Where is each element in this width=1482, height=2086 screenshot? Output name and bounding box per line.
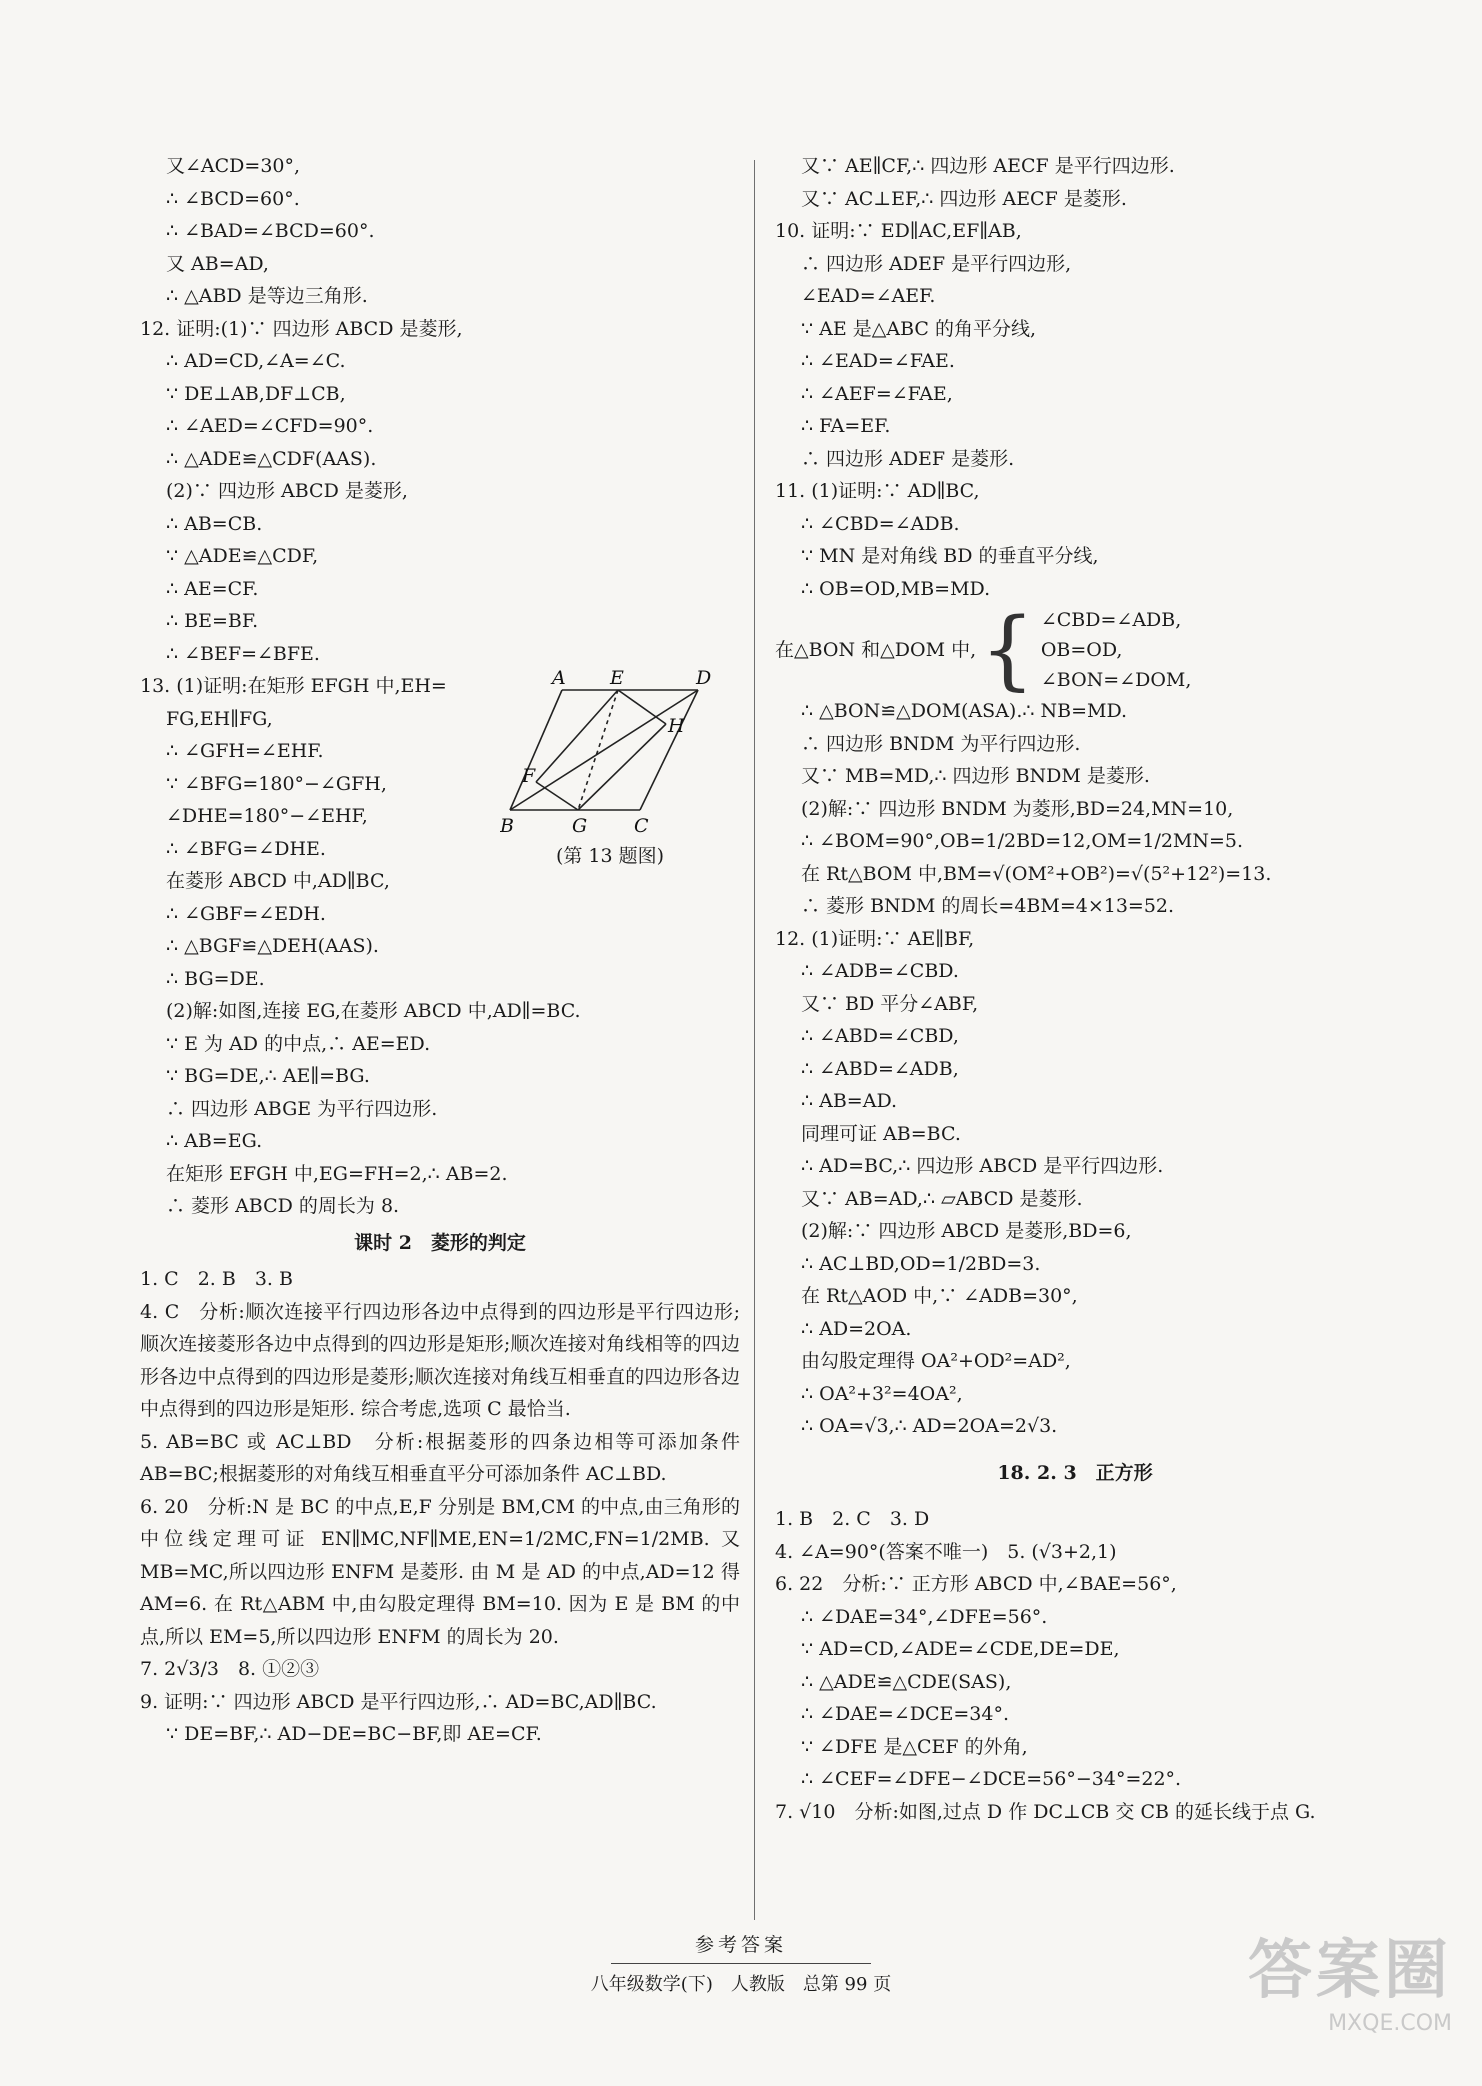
- text-line: ∴ △BON≌△DOM(ASA).∴ NB=MD.: [801, 700, 1128, 722]
- label-G: G: [572, 815, 588, 835]
- text-line: ∵ △ADE≌△CDF,: [166, 545, 319, 567]
- text-line: 又∵ AE∥CF,∴ 四边形 AECF 是平行四边形.: [801, 155, 1175, 177]
- section-title-2: 18. 2. 3 正方形: [997, 1461, 1153, 1484]
- text-line: 又∵ BD 平分∠ABF,: [801, 992, 979, 1015]
- text-line: ∴ AD=CD,∠A=∠C.: [166, 350, 346, 372]
- text-line: ∴ ∠GFH=∠EHF.: [166, 740, 324, 762]
- text-line: (2)解:如图,连接 EG,在菱形 ABCD 中,AD∥=BC.: [166, 1000, 581, 1022]
- text-line: ∴ ∠GBF=∠EDH.: [166, 902, 326, 925]
- text-line: ∴ ∠ADB=∠CBD.: [801, 960, 959, 982]
- text-line: ∴ ∠DAE=34°,∠DFE=56°.: [801, 1605, 1048, 1628]
- text-line: (2)解:∵ 四边形 BNDM 为菱形,BD=24,MN=10,: [801, 797, 1234, 820]
- brace-line: ∠BON=∠DOM,: [1040, 669, 1192, 691]
- text-line: 11. (1)证明:∵ AD∥BC,: [775, 480, 980, 502]
- text-line: 4. C 分析:顺次连接平行四边形各边中点得到的四边形是平行四边形;顺次连接菱形各边中点得到的四边形是矩形;顺次连接对角线相等的四边形各边中点得到的四边形是菱形;顺次连接对角线互相垂直的四边形各边中点得到的四边形是矩形. 综合考虑,选项 C 最恰当.: [140, 1300, 740, 1420]
- text-line: ∵ MN 是对角线 BD 的垂直平分线,: [801, 545, 1099, 567]
- left-column: [140, 150, 740, 1751]
- text-line: ∴ △ABD 是等边三角形.: [166, 285, 368, 307]
- label-E: E: [610, 670, 624, 689]
- text-line: ∴ OA²+3²=4OA²,: [801, 1382, 963, 1405]
- text-line: ∴ ∠BFG=∠DHE.: [166, 837, 326, 860]
- text-line: 5. AB=BC 或 AC⊥BD 分析:根据菱形的四条边相等可添加条件 AB=BC;根据菱形的对角线互相垂直平分可添加条件 AC⊥BD.: [140, 1430, 740, 1485]
- footer-rule: [611, 1963, 871, 1964]
- text-line: ∴ AE=CF.: [166, 577, 259, 600]
- text-line: ∴ △ADE≌△CDE(SAS),: [801, 1670, 1012, 1693]
- watermark-text: 答案圈: [1248, 1934, 1452, 2008]
- text-line: ∴ ∠BCD=60°.: [166, 187, 300, 210]
- text-line: ∵ DE=BF,∴ AD−DE=BC−BF,即 AE=CF.: [166, 1723, 542, 1745]
- text-line: ∴ ∠BOM=90°,OB=1/2BD=12,OM=1/2MN=5.: [801, 830, 1244, 852]
- text-line: ∴ AD=BC,∴ 四边形 ABCD 是平行四边形.: [801, 1155, 1164, 1177]
- text-line: ∴ 四边形 BNDM 为平行四边形.: [801, 732, 1081, 755]
- text-line: ∴ 四边形 ADEF 是平行四边形,: [801, 252, 1072, 275]
- text-line: ∴ △ADE≌△CDF(AAS).: [166, 447, 377, 470]
- brace-block: [775, 600, 1375, 700]
- text-line: ∴ ∠BEF=∠BFE.: [166, 642, 320, 665]
- text-line: 在矩形 EFGH 中,EG=FH=2,∴ AB=2.: [166, 1162, 508, 1185]
- text-line: (2)解:∵ 四边形 ABCD 是菱形,BD=6,: [801, 1220, 1132, 1242]
- figure-13: [500, 670, 720, 868]
- watermark-url: MXQE.COM: [1328, 2011, 1452, 2036]
- text-line: ∠EAD=∠AEF.: [801, 285, 936, 307]
- text-line: 又∵ AC⊥EF,∴ 四边形 AECF 是菱形.: [801, 187, 1127, 210]
- text-line: 12. 证明:(1)∵ 四边形 ABCD 是菱形,: [140, 317, 463, 340]
- brace-lines: [1041, 605, 1192, 695]
- label-C: C: [634, 815, 649, 835]
- text-line: ∴ ∠BAD=∠BCD=60°.: [166, 220, 375, 242]
- text-line: 10. 证明:∵ ED∥AC,EF∥AB,: [775, 220, 1022, 242]
- text-line: ∴ ∠CBD=∠ADB.: [801, 512, 960, 535]
- brace-line: ∠CBD=∠ADB,: [1040, 609, 1182, 631]
- footer-title: 参考答案: [694, 1934, 787, 1956]
- text-line: ∵ ∠BFG=180°−∠GFH,: [166, 772, 387, 795]
- text-line: ∴ FA=EF.: [801, 415, 891, 437]
- text-line: ∴ △BGF≌△DEH(AAS).: [166, 935, 379, 957]
- right-column: [775, 150, 1375, 1828]
- right-lines-3: [775, 1503, 1375, 1828]
- label-A: A: [552, 670, 566, 689]
- text-line: ∵ AD=CD,∠ADE=∠CDE,DE=DE,: [801, 1638, 1120, 1660]
- label-B: B: [500, 815, 514, 835]
- left-lines-2: [140, 1263, 740, 1751]
- footer-info: 八年级数学(下) 人教版 总第 99 页: [590, 1974, 892, 1995]
- text-line: 1. C 2. B 3. B: [140, 1268, 293, 1290]
- rhombus-diagram: [500, 670, 720, 835]
- text-line: ∴ 菱形 ABCD 的周长为 8.: [166, 1195, 400, 1217]
- text-line: ∠DHE=180°−∠EHF,: [166, 805, 368, 827]
- column-divider: [754, 160, 755, 1920]
- text-line: 由勾股定理得 OA²+OD²=AD²,: [801, 1350, 1071, 1372]
- text-line: ∴ 四边形 ADEF 是菱形.: [801, 447, 1015, 470]
- text-line: ∴ 四边形 ABGE 为平行四边形.: [166, 1097, 438, 1120]
- text-line: ∴ ∠AEF=∠FAE,: [801, 382, 953, 405]
- text-line: 在 Rt△BOM 中,BM=√(OM²+OB²)=√(5²+12²)=13.: [801, 862, 1272, 885]
- text-line: ∴ AB=CB.: [166, 512, 263, 535]
- text-line: ∴ OA=√3,∴ AD=2OA=2√3.: [801, 1415, 1058, 1437]
- brace-symbol: {: [980, 600, 1035, 700]
- text-line: 又 AB=AD,: [166, 252, 269, 275]
- right-lines-2: [775, 695, 1375, 1443]
- text-line: ∴ ∠AED=∠CFD=90°.: [166, 415, 374, 437]
- text-line: ∴ BG=DE.: [166, 967, 265, 990]
- text-line: 7. 2√3/3 8. ①②③: [140, 1658, 320, 1680]
- text-line: ∵ BG=DE,∴ AE∥=BG.: [166, 1065, 370, 1087]
- text-line: 同理可证 AB=BC.: [801, 1122, 961, 1145]
- text-line: FG,EH∥FG,: [166, 707, 273, 730]
- text-line: 在菱形 ABCD 中,AD∥BC,: [166, 870, 390, 892]
- text-line: 6. 22 分析:∵ 正方形 ABCD 中,∠BAE=56°,: [775, 1573, 1177, 1595]
- text-line: 6. 20 分析:N 是 BC 的中点,E,F 分别是 BM,CM 的中点,由三角形的中位线定理可证 EN∥MC,NF∥ME,EN=1/2MC,FN=1/2MB. 又 MB=MC,所以四边形 ENFM 是菱形. 由 M 是 AD 的中点,AD=12 得 AM=6. 在 Rt△ABM 中,由勾股定理得 BM=10. 因为 E 是 BM 的中点,所以 EM=5,所以四边形 ENFM 的周长为 20.: [140, 1495, 740, 1648]
- text-line: 12. (1)证明:∵ AE∥BF,: [775, 927, 975, 950]
- text-line: ∴ ∠ABD=∠CBD,: [801, 1025, 959, 1047]
- section-title: 课时 2 菱形的判定: [354, 1231, 526, 1254]
- text-line: ∵ E 为 AD 的中点,∴ AE=ED.: [166, 1032, 431, 1055]
- label-D: D: [696, 670, 712, 689]
- text-line: 又∠ACD=30°,: [166, 155, 301, 177]
- text-line: 又∵ MB=MD,∴ 四边形 BNDM 是菱形.: [801, 765, 1150, 787]
- text-line: ∵ AE 是△ABC 的角平分线,: [801, 317, 1037, 340]
- label-F: F: [522, 765, 536, 787]
- text-line: ∵ DE⊥AB,DF⊥CB,: [166, 382, 346, 405]
- text-line: ∴ ∠DAE=∠DCE=34°.: [801, 1703, 1009, 1725]
- text-line: 4. ∠A=90°(答案不唯一) 5. (√3+2,1): [775, 1540, 1117, 1563]
- text-line: (2)∵ 四边形 ABCD 是菱形,: [166, 480, 408, 502]
- text-line: 1. B 2. C 3. D: [775, 1508, 930, 1530]
- watermark-logo: [1248, 1919, 1452, 2036]
- text-line: 9. 证明:∵ 四边形 ABCD 是平行四边形,∴ AD=BC,AD∥BC.: [140, 1690, 657, 1713]
- text-line: ∴ OB=OD,MB=MD.: [801, 577, 991, 600]
- text-line: ∴ AB=EG.: [166, 1130, 263, 1152]
- text-line: ∴ ∠ABD=∠ADB,: [801, 1057, 959, 1080]
- text-line: ∵ ∠DFE 是△CEF 的外角,: [801, 1735, 1028, 1758]
- figure-caption: (第 13 题图): [555, 845, 665, 867]
- text-line: ∴ AB=AD.: [801, 1090, 898, 1112]
- text-line: ∴ AD=2OA.: [801, 1317, 912, 1340]
- text-line: ∴ ∠CEF=∠DFE−∠DCE=56°−34°=22°.: [801, 1768, 1182, 1790]
- text-line: 7. √10 分析:如图,过点 D 作 DC⊥CB 交 CB 的延长线于点 G.: [775, 1800, 1316, 1823]
- text-line: 在 Rt△AOD 中,∵ ∠ADB=30°,: [801, 1285, 1078, 1307]
- text-line: ∴ BE=BF.: [166, 610, 259, 632]
- text-line: 又∵ AB=AD,∴ ▱ABCD 是菱形.: [801, 1187, 1083, 1210]
- text-line: ∴ AC⊥BD,OD=1/2BD=3.: [801, 1252, 1041, 1275]
- brace-prefix: 在△BON 和△DOM 中,: [775, 638, 977, 661]
- text-line: 13. (1)证明:在矩形 EFGH 中,EH=: [140, 675, 447, 697]
- text-line: ∴ 菱形 BNDM 的周长=4BM=4×13=52.: [801, 895, 1175, 917]
- label-H: H: [668, 715, 685, 737]
- right-lines-1: [775, 150, 1375, 605]
- text-line: ∴ ∠EAD=∠FAE.: [801, 350, 955, 372]
- brace-line: OB=OD,: [1040, 639, 1123, 661]
